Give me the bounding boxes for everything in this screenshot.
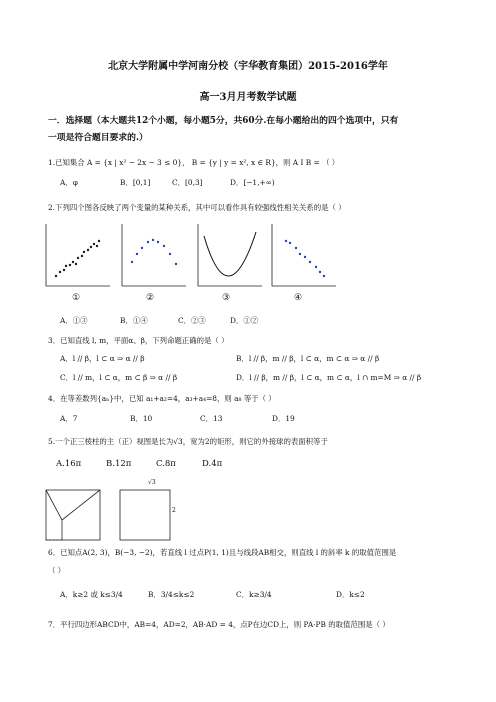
q1-option-d: D．[−1,+∞) xyxy=(230,178,275,187)
section-heading-line1: 一．选择题（本大题共12个小题，每小题5分，共60分.在每小题给出的四个选项中，只有 xyxy=(48,116,399,126)
graph-3 xyxy=(198,224,262,286)
graph-2 xyxy=(122,224,186,286)
q5-option-a: A.16π xyxy=(56,459,82,469)
q5-fig-label-top: √3 xyxy=(148,479,156,486)
paper-title: 北京大学附属中学河南分校（宇华教育集团）2015-2016学年 xyxy=(108,61,388,72)
question-1: 1.已知集合 A = {x | x² − 2x − 3 ≤ 0}， B = {y | y = x², x ∈ R}，则 A I B = （ ） xyxy=(48,158,340,167)
question-6-paren: （ ） xyxy=(48,566,66,575)
q6-option-a: A．k≥2 或 k≤3/4 xyxy=(60,590,123,599)
graph-4-label: ④ xyxy=(294,293,303,303)
q5-option-d: D.4π xyxy=(202,459,223,469)
graph-3-label: ③ xyxy=(222,293,231,303)
q2-option-d: D．①② xyxy=(230,316,259,325)
q6-option-b: B．3/4≤k≤2 xyxy=(148,590,195,599)
q3-option-d: D．l // β，m // β，l ⊂ α，m ⊂ α，l ∩ m=M ⇒ α // β xyxy=(236,373,422,382)
q3-option-b: B．l // β，m // β，l ⊂ α，m ⊂ α ⇒ α // β xyxy=(236,354,380,363)
q5-option-b: B.12π xyxy=(106,459,132,469)
question-5: 5.一个正三棱柱的主（正）视图是长为√3，宽为2的矩形，则它的外接球的表面积等于 xyxy=(48,437,328,446)
q4-option-d: D．19 xyxy=(272,414,295,423)
q1-option-a: A．φ xyxy=(60,178,78,187)
q5-square-figure xyxy=(120,490,170,540)
question-6: 6．已知点A(2, 3)，B(−3, −2)，若直线 l 过点P(1, 1)且与线段AB相交，则直线 l 的斜率 k 的取值范围是 xyxy=(48,548,397,557)
graph-3-curve xyxy=(204,232,256,276)
question-7: 7．平行四边形ABCD中，AB=4，AD=2，AB·AD = 4，点P在边CD上，则 PA·PB 的取值范围是（ ） xyxy=(48,620,390,629)
question-2: 2.下列四个图各反映了两个变量的某种关系，其中可以看作具有较强线性相关关系的是（ ） xyxy=(48,203,346,212)
q6-option-c: C．k≥3/4 xyxy=(236,590,272,599)
q5-prism-figure xyxy=(46,490,100,540)
q5-fig-label-side: 2 xyxy=(172,507,176,514)
graph-1-label: ① xyxy=(72,293,81,303)
q3-option-a: A．l // β，l ⊂ α ⇒ α // β xyxy=(60,354,145,363)
q2-option-a: A．①③ xyxy=(60,316,88,325)
question-4: 4．在等差数列{aₙ}中，已知 a₁+a₂=4，a₃+a₄=8，则 a₈ 等于（ ） xyxy=(48,394,276,403)
q5-option-c: C.8π xyxy=(156,459,176,469)
graph-2-points xyxy=(131,239,177,265)
q4-option-b: B．10 xyxy=(130,414,153,423)
q1-option-b: B．[0,1] xyxy=(120,178,151,187)
q3-option-c: C．l // m，l ⊂ α，m ⊂ β ⇒ α // β xyxy=(60,373,178,382)
graph-1-points xyxy=(55,240,100,277)
graph-4 xyxy=(272,224,336,286)
section-heading-line2: 一项是符合题目要求的.） xyxy=(48,133,148,143)
q4-option-a: A．7 xyxy=(60,414,78,423)
question-3: 3．已知直线 l, m，平面α、β，下列命题正确的是（ ） xyxy=(48,336,229,345)
paper-subtitle: 高一3月月考数学试题 xyxy=(199,92,297,103)
graph-2-label: ② xyxy=(146,293,155,303)
q4-option-c: C．13 xyxy=(200,414,223,423)
graph-1 xyxy=(46,224,110,286)
q1-option-c: C．[0,3] xyxy=(172,178,203,187)
q2-option-c: C．②③ xyxy=(178,316,206,325)
q2-option-b: B．①④ xyxy=(120,316,148,325)
graph-4-points xyxy=(285,240,325,277)
q6-option-d: D．k≤2 xyxy=(336,590,365,599)
